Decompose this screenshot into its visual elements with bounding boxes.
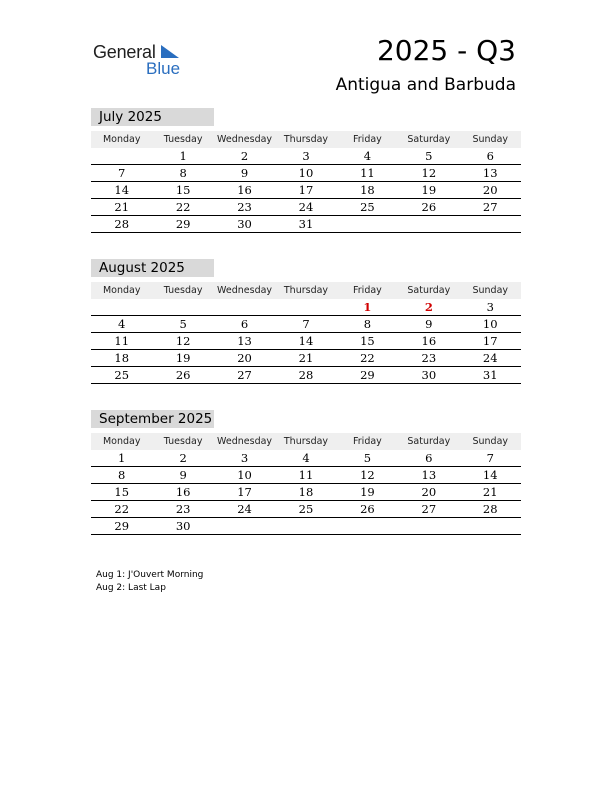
day-cell: 15 xyxy=(114,485,130,499)
month-block xyxy=(91,108,521,233)
day-cell: 3 xyxy=(240,451,249,465)
day-cell: 26 xyxy=(175,368,191,382)
day-cell: 14 xyxy=(298,334,314,348)
day-cell: 27 xyxy=(421,502,437,516)
day-cell: 30 xyxy=(175,519,191,533)
day-cell: 10 xyxy=(482,317,498,331)
day-cell: 27 xyxy=(482,200,498,214)
day-cell: 31 xyxy=(298,217,314,231)
weekday-label: Monday xyxy=(102,285,141,296)
week-row xyxy=(91,216,521,233)
day-cell: 15 xyxy=(175,183,191,197)
day-cell: 25 xyxy=(298,502,314,516)
day-cell: 19 xyxy=(360,485,375,499)
weekday-label: Sunday xyxy=(472,436,509,447)
day-cell xyxy=(152,299,213,315)
day-cell: 1 xyxy=(118,451,126,465)
day-cell xyxy=(337,216,398,232)
day-cell: 27 xyxy=(237,368,252,382)
weekday-label: Tuesday xyxy=(163,134,203,145)
day-cell: 6 xyxy=(240,317,249,331)
day-cell: 11 xyxy=(298,468,314,482)
week-row xyxy=(91,182,521,199)
day-cell xyxy=(275,299,336,315)
day-cell: 12 xyxy=(360,468,375,482)
holiday-note: Aug 1: J'Ouvert Morning xyxy=(96,570,204,580)
month-label: July 2025 xyxy=(91,108,214,126)
day-cell: 16 xyxy=(421,334,437,348)
weekday-label: Sunday xyxy=(472,285,509,296)
day-cell: 20 xyxy=(482,183,498,197)
weekday-label: Friday xyxy=(353,134,382,145)
day-cell: 9 xyxy=(425,317,433,331)
page-title: 2025 - Q3 xyxy=(376,34,516,67)
day-cell: 29 xyxy=(360,368,375,382)
day-cell: 28 xyxy=(114,217,130,231)
weekday-label: Saturday xyxy=(407,134,451,145)
day-cell: 14 xyxy=(114,183,130,197)
day-cell: 13 xyxy=(421,468,437,482)
day-cell xyxy=(91,299,152,315)
day-cell xyxy=(214,299,275,315)
day-cell: 17 xyxy=(298,183,314,197)
day-cell xyxy=(275,518,336,534)
logo-text-blue: Blue xyxy=(146,59,181,78)
weekday-label: Saturday xyxy=(407,436,451,447)
week-row xyxy=(91,148,521,165)
day-cell: 23 xyxy=(175,502,191,516)
day-cell: 17 xyxy=(482,334,498,348)
day-cell: 7 xyxy=(118,166,126,180)
day-cell: 28 xyxy=(298,368,314,382)
day-cell: 23 xyxy=(421,351,437,365)
day-cell: 1 xyxy=(179,149,187,163)
weekday-label: Saturday xyxy=(407,285,451,296)
day-cell: 9 xyxy=(179,468,187,482)
day-cell: 22 xyxy=(360,351,375,365)
weekday-label: Thursday xyxy=(283,285,329,296)
holiday-note: Aug 2: Last Lap xyxy=(96,583,166,593)
day-cell: 22 xyxy=(114,502,130,516)
weekday-label: Wednesday xyxy=(217,134,273,145)
week-row xyxy=(91,350,521,367)
day-cell: 30 xyxy=(237,217,252,231)
weekday-label: Monday xyxy=(102,436,141,447)
day-cell: 24 xyxy=(482,351,498,365)
weekday-label: Thursday xyxy=(283,436,329,447)
day-cell: 4 xyxy=(363,149,372,163)
day-cell: 5 xyxy=(179,317,187,331)
week-row xyxy=(91,316,521,333)
month-label: September 2025 xyxy=(91,410,214,428)
week-row xyxy=(91,199,521,216)
day-cell xyxy=(214,518,275,534)
day-cell xyxy=(398,216,459,232)
weekday-label: Tuesday xyxy=(163,436,203,447)
day-cell xyxy=(460,216,521,232)
logo-text-general: General xyxy=(93,42,156,62)
day-cell: 18 xyxy=(298,485,314,499)
page-subtitle: Antigua and Barbuda xyxy=(335,75,516,95)
day-cell: 8 xyxy=(363,317,372,331)
day-cell xyxy=(337,518,398,534)
day-cell: 8 xyxy=(179,166,187,180)
week-row xyxy=(91,333,521,350)
day-cell xyxy=(398,518,459,534)
day-cell: 17 xyxy=(237,485,252,499)
day-cell: 14 xyxy=(482,468,498,482)
day-cell: 4 xyxy=(118,317,126,331)
day-cell: 7 xyxy=(486,451,494,465)
day-cell xyxy=(460,518,521,534)
weekday-label: Sunday xyxy=(472,134,509,145)
day-cell: 1 xyxy=(363,300,372,314)
day-cell: 26 xyxy=(421,200,437,214)
day-cell: 23 xyxy=(237,200,252,214)
day-cell: 5 xyxy=(425,149,433,163)
weekday-label: Friday xyxy=(353,436,382,447)
day-cell: 13 xyxy=(482,166,498,180)
day-cell: 6 xyxy=(486,149,494,163)
day-cell: 11 xyxy=(360,166,375,180)
day-cell: 30 xyxy=(421,368,437,382)
day-cell: 3 xyxy=(486,300,494,314)
day-cell: 11 xyxy=(114,334,130,348)
week-row xyxy=(91,484,521,501)
day-cell: 18 xyxy=(360,183,375,197)
day-cell: 28 xyxy=(482,502,498,516)
day-cell: 2 xyxy=(424,300,433,314)
week-row xyxy=(91,165,521,182)
day-cell: 29 xyxy=(175,217,191,231)
day-cell: 2 xyxy=(240,149,249,163)
weekday-header xyxy=(91,131,521,148)
day-cell: 29 xyxy=(114,519,130,533)
day-cell: 21 xyxy=(298,351,314,365)
weekday-label: Wednesday xyxy=(217,285,273,296)
day-cell: 24 xyxy=(298,200,314,214)
weekday-label: Thursday xyxy=(283,134,329,145)
weekday-label: Friday xyxy=(353,285,382,296)
day-cell: 26 xyxy=(360,502,375,516)
weekday-header xyxy=(91,433,521,450)
month-block xyxy=(91,259,521,384)
day-cell: 5 xyxy=(363,451,372,465)
day-cell: 10 xyxy=(237,468,252,482)
day-cell: 21 xyxy=(114,200,130,214)
week-row xyxy=(91,467,521,484)
day-cell: 16 xyxy=(175,485,191,499)
month-block xyxy=(91,410,521,535)
day-cell: 19 xyxy=(421,183,437,197)
day-cell: 18 xyxy=(114,351,130,365)
day-cell: 20 xyxy=(237,351,252,365)
day-cell: 22 xyxy=(175,200,191,214)
weekday-label: Wednesday xyxy=(217,436,273,447)
day-cell: 12 xyxy=(421,166,437,180)
day-cell xyxy=(91,148,152,164)
day-cell: 7 xyxy=(302,317,310,331)
week-row xyxy=(91,450,521,467)
weekday-header xyxy=(91,282,521,299)
day-cell: 9 xyxy=(240,166,249,180)
day-cell: 25 xyxy=(114,368,130,382)
brand-logo xyxy=(93,42,193,78)
day-cell: 2 xyxy=(179,451,187,465)
week-row xyxy=(91,501,521,518)
day-cell: 15 xyxy=(360,334,375,348)
day-cell: 4 xyxy=(302,451,310,465)
day-cell: 20 xyxy=(421,485,437,499)
day-cell: 25 xyxy=(360,200,375,214)
month-label: August 2025 xyxy=(91,259,214,277)
day-cell: 21 xyxy=(482,485,498,499)
day-cell: 31 xyxy=(482,368,498,382)
week-row xyxy=(91,518,521,535)
weekday-label: Monday xyxy=(102,134,141,145)
weekday-label: Tuesday xyxy=(163,285,203,296)
day-cell: 3 xyxy=(302,149,310,163)
day-cell: 24 xyxy=(237,502,252,516)
day-cell: 19 xyxy=(175,351,191,365)
day-cell: 8 xyxy=(118,468,126,482)
day-cell: 6 xyxy=(425,451,433,465)
week-row xyxy=(91,367,521,384)
day-cell: 10 xyxy=(298,166,314,180)
holiday-notes xyxy=(96,569,203,595)
week-row xyxy=(91,299,521,316)
day-cell: 12 xyxy=(175,334,191,348)
day-cell: 13 xyxy=(237,334,252,348)
day-cell: 16 xyxy=(237,183,252,197)
